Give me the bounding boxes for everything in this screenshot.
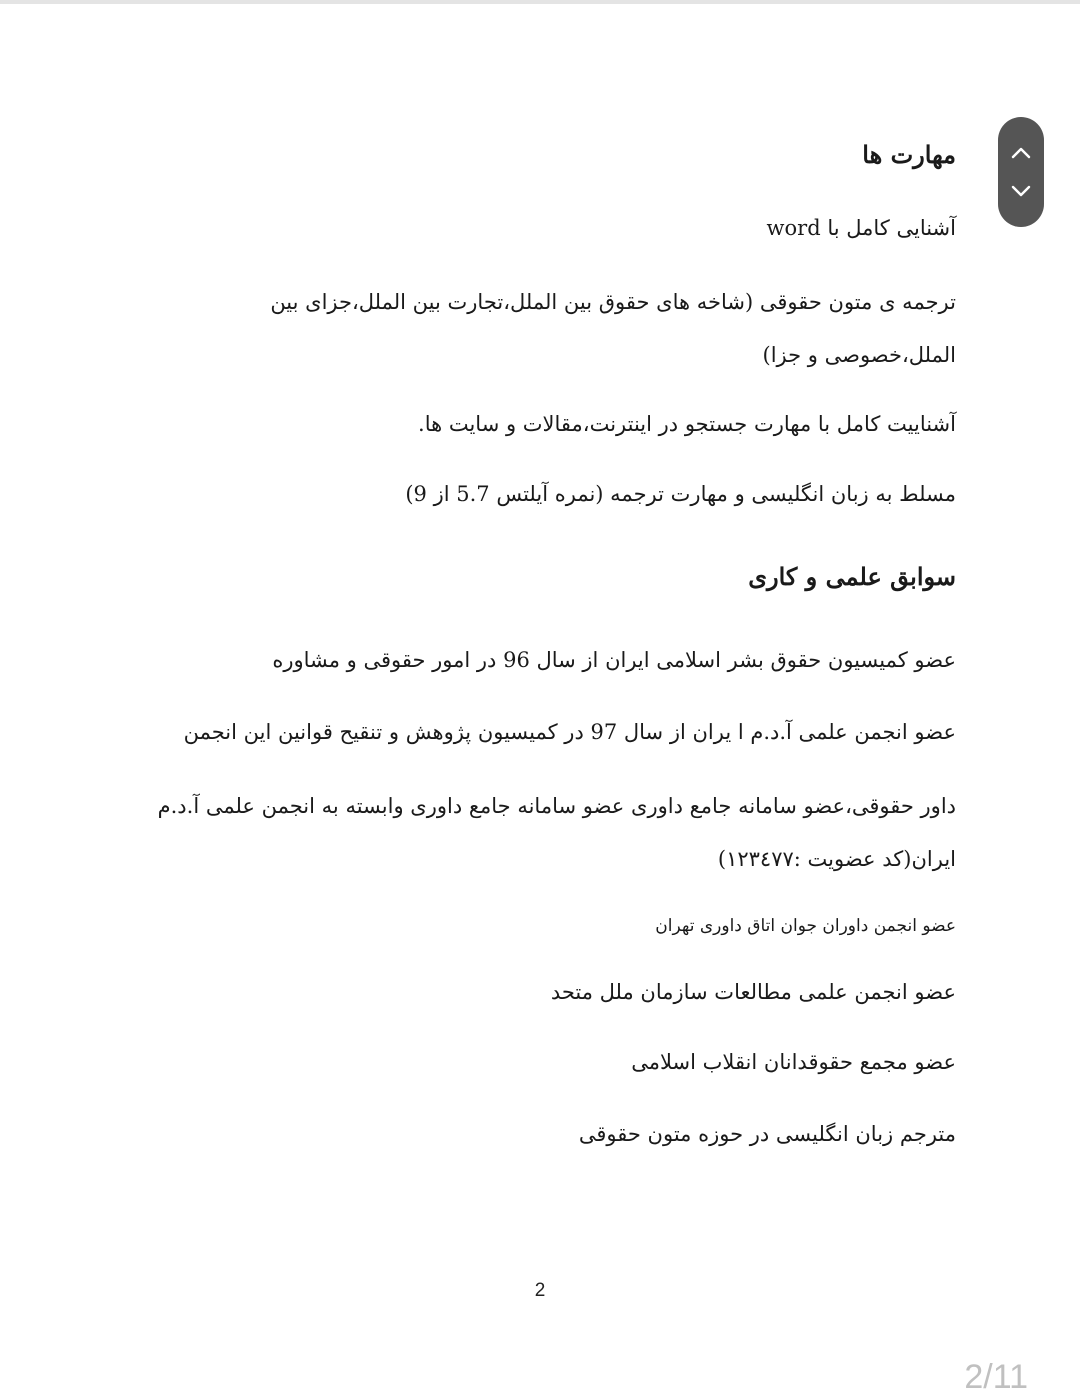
experience-item: عضو مجمع حقوقدانان انقلاب اسلامی	[631, 1050, 956, 1074]
skills-heading: مهارت ها	[862, 140, 956, 169]
chevron-down-icon	[1010, 184, 1032, 198]
next-page-button[interactable]	[998, 171, 1044, 211]
skill-item-english: مسلط به زبان انگلیسی و مهارت ترجمه (نمره آیلتس 5.7 از 9)	[405, 482, 956, 506]
skill-item-word: آشنایی کامل با word	[766, 216, 956, 240]
experience-item: داور حقوقی،عضو سامانه جامع داوری عضو سامانه جامع داوری وابسته به انجمن علمی آ.د.م ایران(کد عضویت :١٢٣٤٧٧)	[157, 794, 956, 871]
page-counter: 2/11	[964, 1358, 1028, 1396]
skill-item-internet-search: آشناییت کامل با مهارت جستجو در اینترنت،مقالات و سایت ها.	[418, 412, 956, 436]
previous-page-button[interactable]	[998, 133, 1044, 173]
page-navigation-control	[998, 117, 1044, 227]
experience-item: عضو انجمن علمی آ.د.م ا یران از سال 97 در کمیسیون پژوهش و تنقیح قوانین این انجمن	[183, 720, 956, 744]
page-number: 2	[534, 1280, 546, 1301]
experience-item: عضو انجمن علمی مطالعات سازمان ملل متحد	[550, 980, 956, 1004]
experience-heading: سوابق علمی و کاری	[748, 562, 956, 591]
skill-item-legal-translation: ترجمه ی متون حقوقی (شاخه های حقوق بین الملل،تجارت بین الملل،جزای بین الملل،خصوصی و جزا)	[270, 290, 956, 367]
experience-item: عضو کمیسیون حقوق بشر اسلامی ایران از سال 96 در امور حقوقی و مشاوره	[272, 648, 956, 672]
experience-item: عضو انجمن داوران جوان اتاق داوری تهران	[655, 916, 956, 936]
experience-item: مترجم زبان انگلیسی در حوزه متون حقوقی	[578, 1122, 956, 1146]
chevron-up-icon	[1010, 146, 1032, 160]
top-divider	[0, 0, 1080, 4]
